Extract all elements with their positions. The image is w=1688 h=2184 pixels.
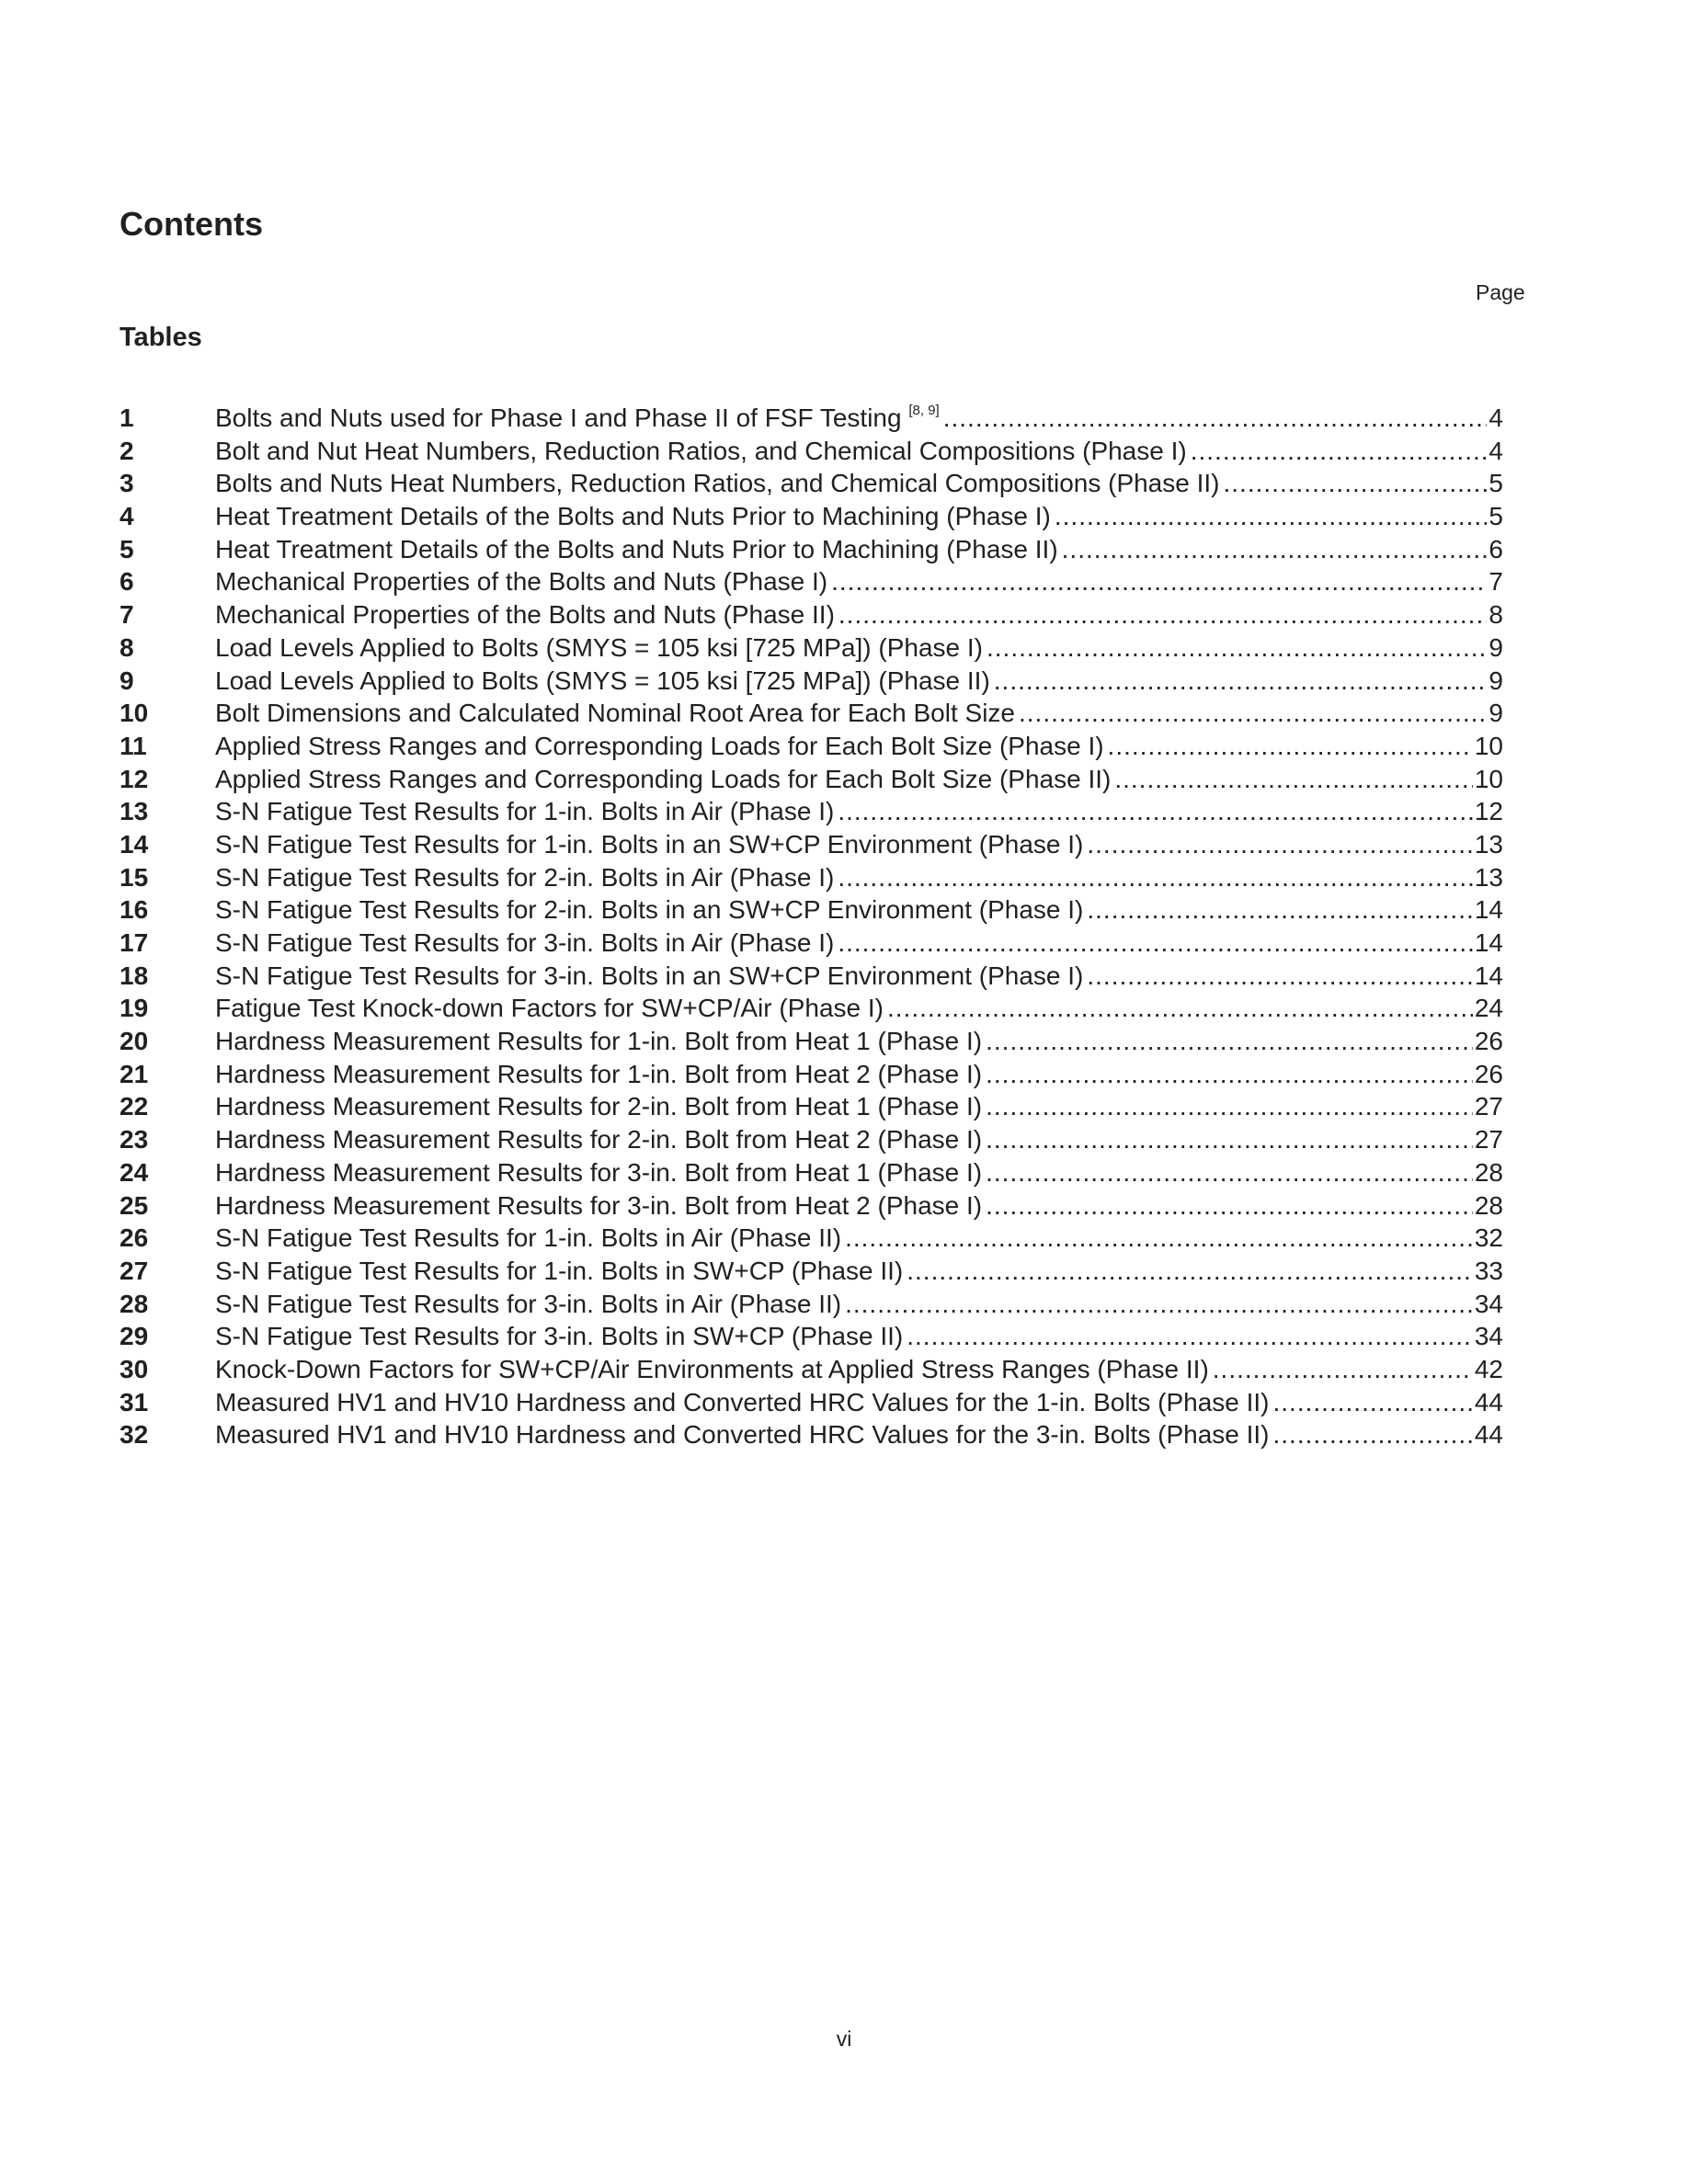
toc-entry[interactable] (120, 992, 1503, 1025)
toc-entry-title-text: S-N Fatigue Test Results for 1-in. Bolts in Air (Phase I) (215, 797, 835, 826)
toc-entry-number: 30 (120, 1354, 149, 1383)
toc-entry-title-text: Mechanical Properties of the Bolts and Nuts (Phase II) (215, 600, 835, 630)
toc-entry[interactable] (120, 893, 1503, 927)
toc-entry-page-number: 9 (1488, 665, 1503, 695)
toc-entry-page-number: 28 (1474, 1190, 1503, 1220)
toc-entry-page-number: 7 (1488, 567, 1503, 597)
toc-entry-title-text: Bolt Dimensions and Calculated Nominal Root Area for Each Bolt Size (215, 699, 1015, 728)
toc-entry[interactable] (120, 1189, 1503, 1223)
toc-entry-number: 27 (120, 1256, 149, 1285)
toc-entry-page-number: 44 (1474, 1387, 1503, 1416)
toc-entry-number: 9 (120, 665, 134, 695)
toc-entry-number: 5 (120, 534, 134, 563)
toc-entry-title-text: Bolts and Nuts used for Phase I and Phase II of FSF Testing (215, 404, 902, 432)
dot-leader (1213, 1353, 1473, 1386)
toc-entry-number: 10 (120, 699, 149, 728)
toc-entry-title (215, 1353, 1213, 1386)
toc-entry-title (215, 1058, 986, 1091)
dot-leader (986, 1025, 1473, 1058)
toc-entry-page-number: 8 (1488, 600, 1503, 630)
toc-entry-title-text: Fatigue Test Knock-down Factors for SW+CP/Air (Phase I) (215, 994, 884, 1023)
toc-entry-title (215, 1386, 1273, 1419)
toc-entry-title (215, 1123, 986, 1156)
toc-entry-number: 7 (120, 600, 134, 630)
toc-entry-title (215, 533, 1062, 566)
toc-entry-title (215, 467, 1224, 500)
toc-entry[interactable] (120, 598, 1503, 631)
dot-leader (907, 1320, 1473, 1353)
toc-entry-title-text: Knock-Down Factors for SW+CP/Air Environments at Applied Stress Ranges (Phase II) (215, 1354, 1209, 1383)
dot-leader (1114, 763, 1473, 796)
toc-entry-page-number: 26 (1474, 1027, 1503, 1056)
toc-entry-number: 20 (120, 1027, 149, 1056)
toc-entry-title-text: S-N Fatigue Test Results for 2-in. Bolts in an SW+CP Environment (Phase I) (215, 895, 1084, 925)
dot-leader (986, 1090, 1473, 1123)
toc-entry[interactable] (120, 1288, 1503, 1321)
toc-entry-title-text: Hardness Measurement Results for 2-in. Bolt from Heat 2 (Phase I) (215, 1125, 983, 1155)
toc-entry-number: 28 (120, 1289, 149, 1318)
toc-entry[interactable] (120, 730, 1503, 763)
page-title: Contents (120, 205, 263, 243)
toc-entry-title-text: S-N Fatigue Test Results for 3-in. Bolts in SW+CP (Phase II) (215, 1322, 904, 1351)
toc-entry-number: 26 (120, 1223, 149, 1253)
toc-entry-title (215, 1288, 845, 1321)
dot-leader (838, 795, 1473, 828)
toc-entry[interactable] (120, 1353, 1503, 1386)
toc-entry[interactable] (120, 1058, 1503, 1091)
toc-entry-number: 14 (120, 829, 149, 859)
toc-entry-number: 13 (120, 797, 149, 826)
toc-entry-title (215, 697, 1019, 730)
toc-entry[interactable] (120, 435, 1503, 468)
toc-entry-title (215, 1189, 986, 1223)
dot-leader (831, 565, 1487, 598)
dot-leader (887, 992, 1473, 1025)
toc-entry[interactable] (120, 1156, 1503, 1189)
dot-leader (845, 1222, 1473, 1255)
toc-entry[interactable] (120, 631, 1503, 665)
toc-entry-page-number: 33 (1474, 1256, 1503, 1285)
toc-entry-page-number: 42 (1474, 1354, 1503, 1383)
dot-leader (986, 1189, 1473, 1223)
dot-leader (1108, 730, 1473, 763)
toc-entry-page-number: 34 (1474, 1289, 1503, 1318)
toc-entry-page-number: 14 (1474, 961, 1503, 990)
toc-entry-number: 15 (120, 862, 149, 892)
toc-entry-title (215, 960, 1087, 993)
toc-entry-number: 16 (120, 895, 149, 925)
toc-entry-title (215, 927, 838, 960)
toc-entry[interactable] (120, 1222, 1503, 1255)
toc-entry-page-number: 5 (1488, 469, 1503, 498)
toc-entry-title (215, 598, 838, 631)
dot-leader (986, 1058, 1473, 1091)
toc-entry[interactable] (120, 1386, 1503, 1419)
toc-entry-number: 6 (120, 567, 134, 597)
toc-entry-page-number: 12 (1474, 797, 1503, 826)
toc-entry[interactable] (120, 1025, 1503, 1058)
toc-entry-title (215, 1255, 907, 1288)
toc-entry-page-number: 5 (1488, 502, 1503, 531)
toc-entry-number: 2 (120, 436, 134, 465)
toc-entry[interactable] (120, 763, 1503, 796)
toc-entry-title-text: S-N Fatigue Test Results for 3-in. Bolts in Air (Phase II) (215, 1289, 842, 1318)
toc-entry-title (215, 763, 1114, 796)
toc-entry[interactable] (120, 927, 1503, 960)
toc-entry-number: 21 (120, 1059, 149, 1088)
toc-entry-title (215, 893, 1087, 927)
toc-entry-page-number: 27 (1474, 1125, 1503, 1155)
toc-entry-title (215, 1418, 1273, 1451)
toc-entry[interactable] (120, 533, 1503, 566)
toc-entry-number: 1 (120, 404, 134, 432)
toc-entry-page-number: 9 (1488, 699, 1503, 728)
toc-entry-page-number: 26 (1474, 1059, 1503, 1088)
toc-entry-page-number: 14 (1474, 895, 1503, 925)
toc-entry-page-number: 24 (1474, 994, 1503, 1023)
toc-entry[interactable] (120, 1320, 1503, 1353)
toc-entry-title-text: Hardness Measurement Results for 2-in. Bolt from Heat 1 (Phase I) (215, 1092, 983, 1121)
dot-leader (1087, 828, 1472, 861)
dot-leader (838, 861, 1473, 894)
dot-leader (1191, 435, 1488, 468)
toc-entry-title (215, 795, 838, 828)
toc-entry[interactable] (120, 1255, 1503, 1288)
toc-entry[interactable] (120, 500, 1503, 533)
toc-entry[interactable] (120, 402, 1503, 435)
toc-entry-title-text: Load Levels Applied to Bolts (SMYS = 105 ksi [725 MPa]) (Phase II) (215, 665, 990, 695)
toc-entry[interactable] (120, 1123, 1503, 1156)
dot-leader (994, 665, 1488, 698)
page-column-label: Page (1476, 280, 1525, 304)
toc-entry[interactable] (120, 1418, 1503, 1451)
dot-leader (987, 631, 1487, 665)
toc-entry-title (215, 992, 887, 1025)
toc-entry-page-number: 6 (1488, 534, 1503, 563)
toc-entry-title-text: Applied Stress Ranges and Corresponding Loads for Each Bolt Size (Phase II) (215, 764, 1112, 793)
dot-leader (845, 1288, 1473, 1321)
toc-entry-number: 4 (120, 502, 134, 531)
dot-leader (1062, 533, 1488, 566)
toc-entry-title (215, 402, 943, 435)
toc-entry-page-number: 13 (1474, 829, 1503, 859)
toc-entry-page-number: 13 (1474, 862, 1503, 892)
dot-leader (907, 1255, 1473, 1288)
table-of-contents-list (120, 402, 1503, 1451)
toc-entry[interactable] (120, 467, 1503, 500)
toc-entry-page-number: 27 (1474, 1092, 1503, 1121)
toc-entry-number: 19 (120, 994, 149, 1023)
toc-entry-number: 24 (120, 1157, 149, 1187)
toc-entry-page-number: 4 (1488, 404, 1503, 432)
toc-entry-title-text: Hardness Measurement Results for 3-in. Bolt from Heat 1 (Phase I) (215, 1157, 983, 1187)
toc-entry-title (215, 665, 994, 698)
toc-entry-number: 25 (120, 1190, 149, 1220)
toc-entry-number: 8 (120, 632, 134, 662)
toc-entry-number: 3 (120, 469, 134, 498)
toc-entry-title-text: S-N Fatigue Test Results for 1-in. Bolts in SW+CP (Phase II) (215, 1256, 904, 1285)
toc-entry-title-text: Hardness Measurement Results for 3-in. Bolt from Heat 2 (Phase I) (215, 1190, 983, 1220)
toc-entry-title-text: S-N Fatigue Test Results for 3-in. Bolts in an SW+CP Environment (Phase I) (215, 961, 1084, 990)
dot-leader (1224, 467, 1488, 500)
toc-entry-number: 29 (120, 1322, 149, 1351)
toc-entry-title-text: Measured HV1 and HV10 Hardness and Converted HRC Values for the 3-in. Bolts (Phase II) (215, 1420, 1270, 1450)
toc-entry-title-text: Heat Treatment Details of the Bolts and Nuts Prior to Machining (Phase II) (215, 534, 1058, 563)
toc-entry-title-text: Mechanical Properties of the Bolts and Nuts (Phase I) (215, 567, 828, 597)
toc-entry-page-number: 10 (1474, 731, 1503, 760)
toc-entry-title (215, 1222, 845, 1255)
toc-entry-title (215, 500, 1055, 533)
toc-entry-number: 22 (120, 1092, 149, 1121)
toc-entry-title (215, 730, 1108, 763)
toc-entry-page-number: 10 (1474, 764, 1503, 793)
toc-entry[interactable] (120, 697, 1503, 730)
toc-entry-page-number: 9 (1488, 632, 1503, 662)
toc-entry-title-text: S-N Fatigue Test Results for 1-in. Bolts in an SW+CP Environment (Phase I) (215, 829, 1084, 859)
toc-entry-number: 12 (120, 764, 149, 793)
toc-entry-title (215, 1156, 986, 1189)
dot-leader (838, 927, 1473, 960)
dot-leader (1055, 500, 1488, 533)
dot-leader (1273, 1418, 1473, 1451)
toc-entry-title-text: Hardness Measurement Results for 1-in. Bolt from Heat 1 (Phase I) (215, 1027, 983, 1056)
toc-entry-page-number: 28 (1474, 1157, 1503, 1187)
toc-entry-title-text: Measured HV1 and HV10 Hardness and Converted HRC Values for the 1-in. Bolts (Phase II) (215, 1387, 1270, 1416)
toc-entry-title-text: S-N Fatigue Test Results for 1-in. Bolts in Air (Phase II) (215, 1223, 842, 1253)
toc-entry[interactable] (120, 565, 1503, 598)
toc-entry-title (215, 435, 1191, 468)
toc-entry-number: 32 (120, 1420, 149, 1450)
toc-entry[interactable] (120, 960, 1503, 993)
toc-entry-page-number: 4 (1488, 436, 1503, 465)
toc-entry-title (215, 1320, 907, 1353)
toc-entry-number: 31 (120, 1387, 149, 1416)
footer-page-number: vi (836, 2027, 852, 2051)
citation-superscript: [8, 9] (908, 402, 940, 418)
toc-entry-title (215, 828, 1087, 861)
toc-entry-page-number: 14 (1474, 928, 1503, 957)
dot-leader (1019, 697, 1487, 730)
toc-entry-title (215, 861, 838, 894)
toc-entry-title-text: Heat Treatment Details of the Bolts and Nuts Prior to Machining (Phase I) (215, 502, 1051, 531)
dot-leader (986, 1123, 1473, 1156)
dot-leader (943, 402, 1488, 435)
toc-entry[interactable] (120, 665, 1503, 698)
toc-entry-title-text: S-N Fatigue Test Results for 3-in. Bolts in Air (Phase I) (215, 928, 835, 957)
toc-entry-title-text: Hardness Measurement Results for 1-in. Bolt from Heat 2 (Phase I) (215, 1059, 983, 1088)
toc-entry-page-number: 34 (1474, 1322, 1503, 1351)
toc-entry-title-text: Bolt and Nut Heat Numbers, Reduction Ratios, and Chemical Compositions (Phase I) (215, 436, 1187, 465)
dot-leader (1273, 1386, 1473, 1419)
toc-entry-number: 17 (120, 928, 149, 957)
toc-entry-title-text: Load Levels Applied to Bolts (SMYS = 105 ksi [725 MPa]) (Phase I) (215, 632, 983, 662)
toc-entry-title (215, 1090, 986, 1123)
toc-entry-title (215, 631, 987, 665)
toc-entry-page-number: 44 (1474, 1420, 1503, 1450)
toc-entry[interactable] (120, 795, 1503, 828)
toc-entry-title-text: Applied Stress Ranges and Corresponding Loads for Each Bolt Size (Phase I) (215, 731, 1104, 760)
toc-entry-title-text: S-N Fatigue Test Results for 2-in. Bolts in Air (Phase I) (215, 862, 835, 892)
dot-leader (1087, 893, 1472, 927)
dot-leader (986, 1156, 1473, 1189)
toc-entry[interactable] (120, 1090, 1503, 1123)
toc-entry-title-text: Bolts and Nuts Heat Numbers, Reduction Ratios, and Chemical Compositions (Phase II) (215, 469, 1220, 498)
toc-entry-number: 23 (120, 1125, 149, 1155)
section-title-tables: Tables (120, 323, 202, 352)
toc-entry-title (215, 1025, 986, 1058)
dot-leader (838, 598, 1488, 631)
toc-entry[interactable] (120, 861, 1503, 894)
toc-entry-page-number: 32 (1474, 1223, 1503, 1253)
toc-entry-number: 18 (120, 961, 149, 990)
dot-leader (1087, 960, 1472, 993)
toc-entry-number: 11 (120, 731, 147, 760)
toc-entry-title (215, 565, 831, 598)
toc-entry[interactable] (120, 828, 1503, 861)
